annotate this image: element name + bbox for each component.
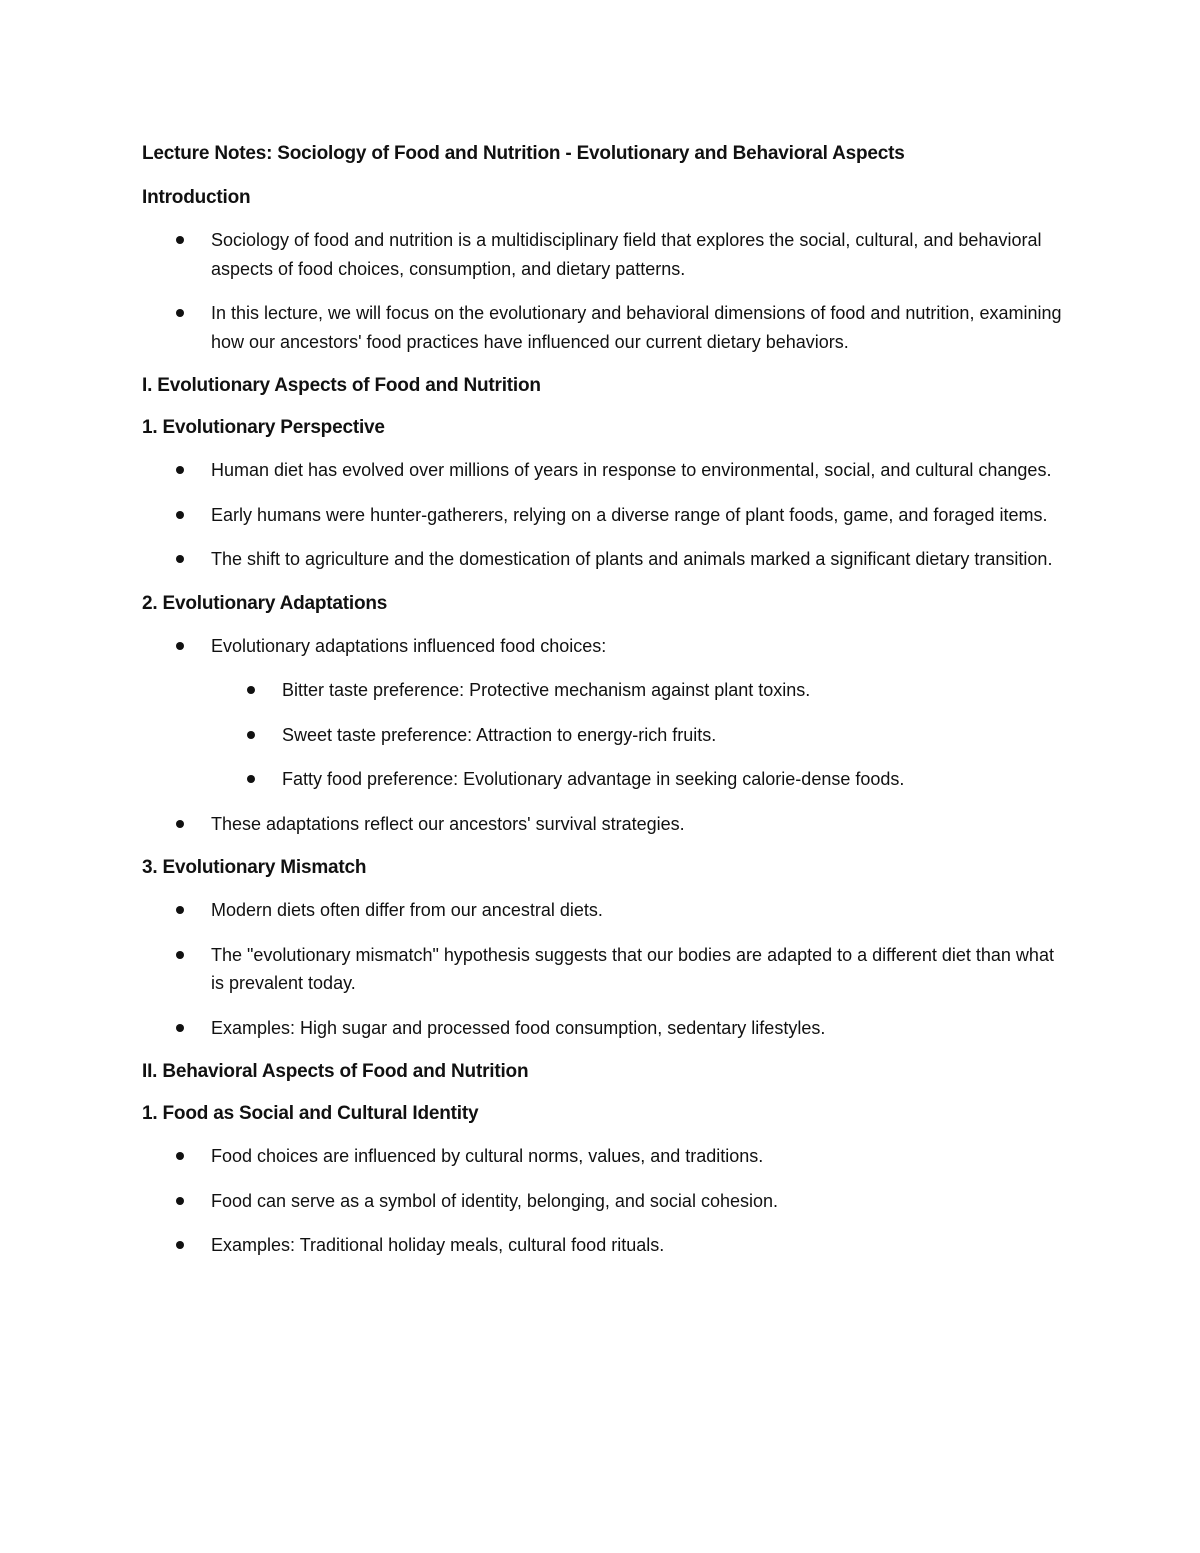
- list-item: Modern diets often differ from our ancestral diets.: [142, 896, 1062, 925]
- taste-preferences-sublist: [142, 676, 1062, 794]
- list-item: Human diet has evolved over millions of years in response to environmental, social, and cultural changes.: [142, 456, 1062, 485]
- list-item: The shift to agriculture and the domestication of plants and animals marked a significant dietary transition.: [142, 545, 1062, 574]
- subsection-heading-food-identity: 1. Food as Social and Cultural Identity: [142, 1103, 479, 1124]
- nested-list-container: [142, 676, 1062, 794]
- section-heading-behavioral-aspects: II. Behavioral Aspects of Food and Nutrition: [142, 1061, 529, 1082]
- list-item: Examples: High sugar and processed food consumption, sedentary lifestyles.: [142, 1014, 1062, 1043]
- list-item: The "evolutionary mismatch" hypothesis suggests that our bodies are adapted to a different diet than what is prevalent today.: [142, 941, 1062, 998]
- list-item: In this lecture, we will focus on the evolutionary and behavioral dimensions of food and nutrition, examining how our ancestors' food practices have influenced our current dietary behaviors.: [142, 299, 1062, 356]
- introduction-list: [142, 226, 1062, 356]
- sub-list-item: Sweet taste preference: Attraction to energy-rich fruits.: [142, 721, 1062, 750]
- sub-list-item: Bitter taste preference: Protective mechanism against plant toxins.: [142, 676, 1062, 705]
- evolutionary-adaptations-list: [142, 632, 1062, 839]
- subsection-heading-evolutionary-adaptations: 2. Evolutionary Adaptations: [142, 592, 388, 614]
- list-item: Evolutionary adaptations influenced food choices:: [142, 632, 1062, 661]
- introduction-heading: Introduction: [142, 187, 251, 208]
- document-title: Lecture Notes: Sociology of Food and Nutrition - Evolutionary and Behavioral Aspects: [142, 143, 905, 164]
- section-heading-evolutionary-aspects: I. Evolutionary Aspects of Food and Nutrition: [142, 375, 541, 396]
- evolutionary-mismatch-list: [142, 896, 1062, 1042]
- food-identity-list: [142, 1142, 1062, 1260]
- subsection-heading-evolutionary-perspective: 1. Evolutionary Perspective: [142, 417, 385, 438]
- evolutionary-perspective-list: [142, 456, 1062, 574]
- list-item: Food choices are influenced by cultural norms, values, and traditions.: [142, 1142, 1062, 1171]
- subsection-heading-evolutionary-mismatch: 3. Evolutionary Mismatch: [142, 857, 367, 878]
- list-item: Early humans were hunter-gatherers, relying on a diverse range of plant foods, game, and foraged items.: [142, 501, 1062, 530]
- list-item: Examples: Traditional holiday meals, cultural food rituals.: [142, 1231, 1062, 1260]
- list-item: These adaptations reflect our ancestors' survival strategies.: [142, 810, 1062, 839]
- sub-list-item: Fatty food preference: Evolutionary advantage in seeking calorie-dense foods.: [142, 765, 1062, 794]
- document-body: [142, 140, 1062, 1276]
- list-item: Food can serve as a symbol of identity, belonging, and social cohesion.: [142, 1187, 1062, 1216]
- list-item: Sociology of food and nutrition is a multidisciplinary field that explores the social, cultural, and behavioral aspects of food choices, consumption, and dietary patterns.: [142, 226, 1062, 283]
